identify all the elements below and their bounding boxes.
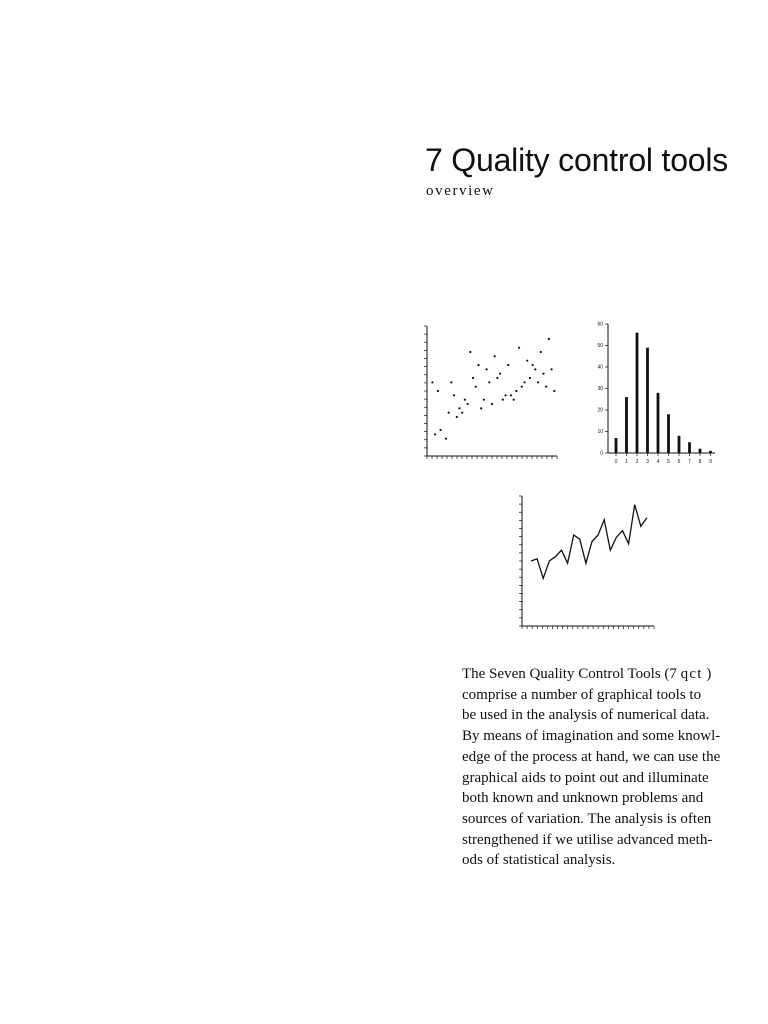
histogram-bar <box>678 436 681 453</box>
scatter-point <box>456 416 458 418</box>
scatter-point <box>453 394 455 396</box>
histogram-bar <box>615 438 618 453</box>
scatter-point <box>499 373 501 375</box>
body-line-4: By means of imagination and some knowl- <box>462 728 721 745</box>
scatter-point <box>437 390 439 392</box>
page-title: 7 Quality control tools <box>425 142 729 178</box>
line-series <box>531 505 647 579</box>
bar-x-tick-label: 4 <box>656 459 660 465</box>
body-line-10: ods of statistical analysis. <box>462 852 616 869</box>
histogram-bar <box>688 442 691 453</box>
scatter-point <box>534 368 536 370</box>
line-chart <box>510 488 665 638</box>
histogram-bar <box>636 333 639 453</box>
scatter-point <box>439 429 441 431</box>
scatter-point <box>496 377 498 379</box>
scatter-point <box>550 368 552 370</box>
body-line-7: both known and unknown problems and <box>462 790 704 807</box>
bar-y-tick-label: 10 <box>597 429 603 436</box>
histogram-bar <box>625 397 628 453</box>
scatter-point <box>477 364 479 366</box>
histogram-chart <box>590 316 750 476</box>
histogram-bar <box>709 451 712 453</box>
histogram-bar <box>657 393 660 453</box>
body-line-2: comprise a number of graphical tools to <box>462 686 702 703</box>
scatter-point <box>518 347 520 349</box>
bar-x-tick-label: 9 <box>709 459 712 465</box>
scatter-point <box>542 373 544 375</box>
scatter-point <box>464 399 466 401</box>
scatter-point <box>507 364 509 366</box>
scatter-point <box>523 381 525 383</box>
scatter-point <box>461 412 463 414</box>
scatter-point <box>548 338 550 340</box>
scatter-point <box>475 386 477 388</box>
bar-y-tick-label: 60 <box>597 321 603 328</box>
scatter-point <box>494 355 496 357</box>
body-line-5: edge of the process at hand, we can use the <box>462 748 721 765</box>
scatter-point <box>483 399 485 401</box>
body-line-1: The Seven Quality Control Tools (7 qct ) <box>462 666 712 682</box>
bar-x-tick-label: 7 <box>688 459 691 465</box>
scatter-point <box>467 403 469 405</box>
histogram-bar <box>699 449 702 453</box>
histogram-bar <box>646 348 649 453</box>
bar-x-tick-label: 0 <box>614 459 618 465</box>
bar-y-tick-label: 20 <box>597 407 603 414</box>
body-line-6: graphical aids to point out and illuminate <box>462 769 709 786</box>
bar-y-tick-label: 30 <box>597 386 603 393</box>
scatter-point <box>448 412 450 414</box>
scatter-point <box>504 394 506 396</box>
scatter-point <box>529 377 531 379</box>
scatter-point <box>434 433 436 435</box>
scatter-chart <box>415 318 565 468</box>
scatter-point <box>510 394 512 396</box>
scatter-point <box>553 390 555 392</box>
scatter-point <box>472 377 474 379</box>
scatter-point <box>488 381 490 383</box>
bar-x-tick-label: 8 <box>698 459 702 465</box>
bar-y-tick-label: 0 <box>600 450 603 457</box>
scatter-point <box>485 368 487 370</box>
scatter-point <box>491 403 493 405</box>
scatter-point <box>537 381 539 383</box>
scatter-point <box>480 407 482 409</box>
scatter-point <box>540 351 542 353</box>
scatter-point <box>513 399 515 401</box>
scatter-point <box>545 386 547 388</box>
bar-x-tick-label: 6 <box>677 459 681 465</box>
page-subtitle: overview <box>426 183 495 199</box>
scatter-point <box>526 360 528 362</box>
scatter-point <box>445 438 447 440</box>
scatter-point <box>502 399 504 401</box>
qct-abbreviation: qct <box>680 666 703 682</box>
bar-x-tick-label: 3 <box>646 459 649 465</box>
bar-x-tick-label: 1 <box>625 459 628 465</box>
bar-y-tick-label: 40 <box>597 364 603 371</box>
bar-x-tick-label: 5 <box>667 459 670 465</box>
body-paragraph <box>462 664 742 871</box>
bar-x-tick-label: 2 <box>635 459 639 465</box>
scatter-point <box>450 381 452 383</box>
body-line-8: sources of variation. The analysis is often <box>462 810 712 827</box>
body-line-9: strengthened if we utilise advanced meth- <box>462 831 713 848</box>
histogram-bar <box>667 414 670 453</box>
scatter-point <box>458 407 460 409</box>
scatter-point <box>521 386 523 388</box>
scatter-point <box>469 351 471 353</box>
scatter-point <box>515 390 517 392</box>
body-line-3: be used in the analysis of numerical data. <box>462 707 710 724</box>
scatter-point <box>431 381 433 383</box>
scatter-point <box>532 364 534 366</box>
bar-y-tick-label: 50 <box>597 343 603 350</box>
